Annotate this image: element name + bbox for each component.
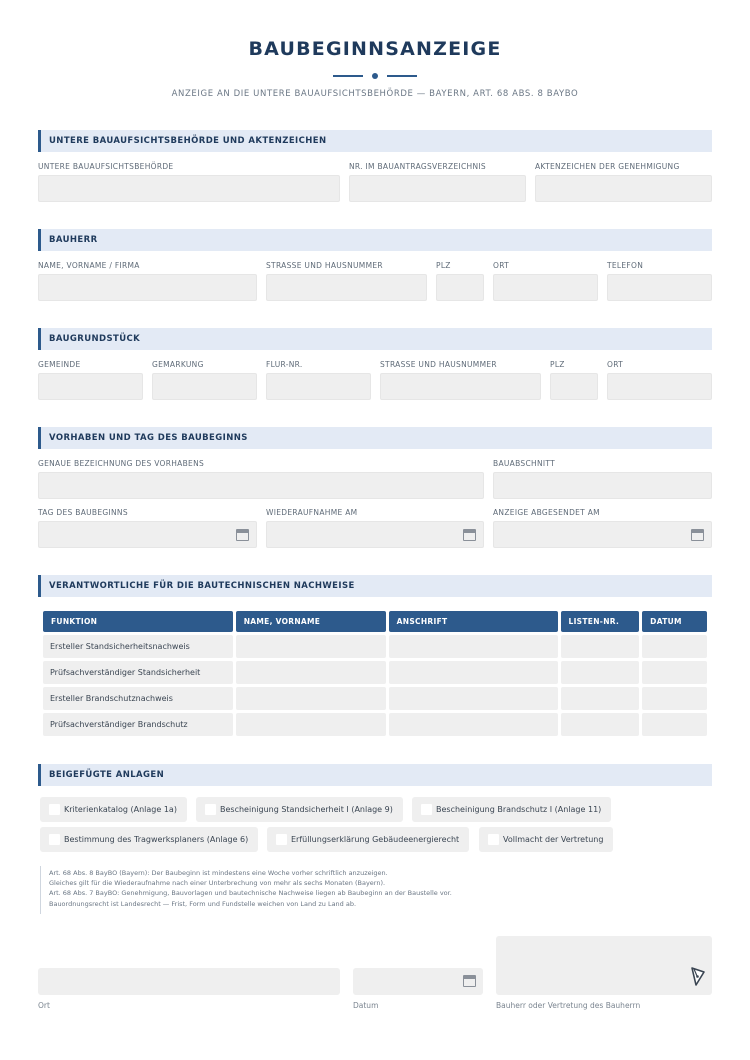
- note-divider: [40, 866, 41, 914]
- anlage-checkbox-standsicherheit[interactable]: [196, 797, 403, 822]
- row-funktion: Ersteller Standsicherheitsnachweis: [43, 635, 233, 658]
- checkbox-label: Bescheinigung Standsicherheit I (Anlage 9): [220, 805, 393, 814]
- aktenzeichen-field[interactable]: [535, 175, 712, 202]
- cell-datum[interactable]: [642, 635, 707, 658]
- calendar-icon[interactable]: [691, 529, 704, 541]
- cell-anschrift[interactable]: [389, 661, 558, 684]
- checkbox-label: Vollmacht der Vertretung: [503, 835, 604, 844]
- anlage-checkbox-tragwerksplaner[interactable]: [40, 827, 258, 852]
- label-grundstueck-plz: PLZ: [550, 360, 565, 369]
- cell-listennr[interactable]: [561, 661, 640, 684]
- grundstueck-plz-field[interactable]: [550, 373, 598, 400]
- cell-datum[interactable]: [642, 687, 707, 710]
- label-grundstueck-strasse: STRASSE UND HAUSNUMMER: [380, 360, 497, 369]
- legal-note: Art. 68 Abs. 7 BayBO: Genehmigung, Bauvorlagen und bautechnische Nachweise liegen ab Baubeginn an der Baustelle vor.: [49, 889, 452, 898]
- column-header-funktion: FUNKTION: [43, 611, 233, 632]
- table-row: [43, 635, 707, 658]
- row-funktion: Prüfsachverständiger Brandschutz: [43, 713, 233, 736]
- document-subtitle: ANZEIGE AN DIE UNTERE BAUAUFSICHTSBEHÖRDE — BAYERN, ART. 68 ABS. 8 BAYBO: [171, 89, 579, 99]
- gemarkung-field[interactable]: [152, 373, 257, 400]
- label-bauherr-name: NAME, VORNAME / FIRMA: [38, 261, 140, 270]
- table-header-row: [43, 611, 707, 632]
- legal-note: Bauordnungsrecht ist Landesrecht — Frist, Form und Fundstelle weichen von Land zu Land ab.: [49, 899, 357, 908]
- calendar-icon[interactable]: [463, 975, 476, 987]
- label-flurnr: FLUR-NR.: [266, 360, 303, 369]
- grundstueck-ort-field[interactable]: [607, 373, 712, 400]
- row-funktion: Prüfsachverständiger Standsicherheit: [43, 661, 233, 684]
- cell-anschrift[interactable]: [389, 713, 558, 736]
- checkbox-box[interactable]: [488, 834, 499, 845]
- ort-label: Ort: [38, 1001, 50, 1010]
- label-bauabschnitt: BAUABSCHNITT: [493, 459, 555, 468]
- bauherr-strasse-field[interactable]: [266, 274, 427, 301]
- label-grundstueck-ort: ORT: [607, 360, 624, 369]
- bauherr-ort-field[interactable]: [493, 274, 598, 301]
- abgesendet-date-field[interactable]: [493, 521, 712, 548]
- anlage-checkbox-gebaeudeenergie[interactable]: [267, 827, 469, 852]
- bauabschnitt-field[interactable]: [493, 472, 712, 499]
- vorhaben-field[interactable]: [38, 472, 484, 499]
- legal-notes: [49, 868, 689, 909]
- label-bauherr-strasse: STRASSE UND HAUSNUMMER: [266, 261, 383, 270]
- section-header-verantwortliche: VERANTWORTLICHE FÜR DIE BAUTECHNISCHEN NACHWEISE: [38, 575, 712, 597]
- cell-datum[interactable]: [642, 661, 707, 684]
- section-header-grundstueck: BAUGRUNDSTÜCK: [38, 328, 712, 350]
- cell-name[interactable]: [236, 661, 386, 684]
- cell-listennr[interactable]: [561, 687, 640, 710]
- section-header-anlagen: BEIGEFÜGTE ANLAGEN: [38, 764, 712, 786]
- grundstueck-strasse-field[interactable]: [380, 373, 541, 400]
- calendar-icon[interactable]: [463, 529, 476, 541]
- column-header-name: NAME, VORNAME: [236, 611, 386, 632]
- label-abgesendet: ANZEIGE ABGESENDET AM: [493, 508, 600, 517]
- label-gemeinde: GEMEINDE: [38, 360, 81, 369]
- cell-listennr[interactable]: [561, 713, 640, 736]
- calendar-icon[interactable]: [236, 529, 249, 541]
- verantwortliche-table: [40, 608, 710, 739]
- checkbox-label: Bestimmung des Tragwerksplaners (Anlage 6): [64, 835, 249, 844]
- anlage-checkbox-brandschutz[interactable]: [412, 797, 611, 822]
- checkbox-box[interactable]: [276, 834, 287, 845]
- title-ornament: [333, 73, 417, 79]
- bauherr-plz-field[interactable]: [436, 274, 484, 301]
- row-funktion: Ersteller Brandschutznachweis: [43, 687, 233, 710]
- checkbox-label: Erfüllungserklärung Gebäudeenergierecht: [291, 835, 460, 844]
- cell-listennr[interactable]: [561, 635, 640, 658]
- label-wiederaufnahme: WIEDERAUFNAHME AM: [266, 508, 358, 517]
- table-row: [43, 687, 707, 710]
- label-vorhaben: GENAUE BEZEICHNUNG DES VORHABENS: [38, 459, 205, 468]
- label-bauantragsnr: NR. IM BAUANTRAGSVERZEICHNIS: [349, 162, 486, 171]
- signature-label: Bauherr oder Vertretung des Bauherrn: [496, 1001, 641, 1010]
- label-behoerde: UNTERE BAUAUFSICHTSBEHÖRDE: [38, 162, 174, 171]
- column-header-anschrift: ANSCHRIFT: [389, 611, 558, 632]
- baubeginn-date-field[interactable]: [38, 521, 257, 548]
- datum-label: Datum: [353, 1001, 379, 1010]
- anlage-checkbox-vollmacht[interactable]: [479, 827, 613, 852]
- cell-datum[interactable]: [642, 713, 707, 736]
- bauherr-name-field[interactable]: [38, 274, 257, 301]
- datum-field[interactable]: [353, 968, 483, 995]
- label-bauherr-plz: PLZ: [436, 261, 451, 270]
- legal-note: Gleiches gilt für die Wiederaufnahme nach einer Unterbrechung von mehr als sechs Monaten (Bayern).: [49, 879, 386, 888]
- flurnr-field[interactable]: [266, 373, 371, 400]
- section-header-behoerde: UNTERE BAUAUFSICHTSBEHÖRDE UND AKTENZEICHEN: [38, 130, 712, 152]
- cell-name[interactable]: [236, 635, 386, 658]
- label-aktenzeichen: AKTENZEICHEN DER GENEHMIGUNG: [535, 162, 680, 171]
- ort-field[interactable]: [38, 968, 340, 995]
- pen-nib-icon: [690, 967, 706, 987]
- gemeinde-field[interactable]: [38, 373, 143, 400]
- bauherr-telefon-field[interactable]: [607, 274, 712, 301]
- label-bauherr-telefon: TELEFON: [607, 261, 644, 270]
- document-title: BAUBEGINNSANZEIGE: [248, 38, 502, 60]
- cell-anschrift[interactable]: [389, 635, 558, 658]
- checkbox-box[interactable]: [421, 804, 432, 815]
- anlage-checkbox-kriterienkatalog[interactable]: [40, 797, 187, 822]
- behoerde-field[interactable]: [38, 175, 340, 202]
- label-bauherr-ort: ORT: [493, 261, 510, 270]
- table-row: [43, 661, 707, 684]
- label-baubeginn: TAG DES BAUBEGINNS: [38, 508, 128, 517]
- checkbox-label: Bescheinigung Brandschutz I (Anlage 11): [436, 805, 602, 814]
- cell-name[interactable]: [236, 687, 386, 710]
- legal-note: Art. 68 Abs. 8 BayBO (Bayern): Der Baubeginn ist mindestens eine Woche vorher schriftlich anzuzeigen.: [49, 869, 388, 877]
- section-header-bauherr: BAUHERR: [38, 229, 712, 251]
- checkbox-box[interactable]: [49, 804, 60, 815]
- cell-name[interactable]: [236, 713, 386, 736]
- cell-anschrift[interactable]: [389, 687, 558, 710]
- column-header-datum: DATUM: [642, 611, 707, 632]
- section-header-vorhaben: VORHABEN UND TAG DES BAUBEGINNS: [38, 427, 712, 449]
- bauantragsnr-field[interactable]: [349, 175, 526, 202]
- column-header-listennr: LISTEN-NR.: [561, 611, 640, 632]
- checkbox-label: Kriterienkatalog (Anlage 1a): [64, 805, 177, 814]
- label-gemarkung: GEMARKUNG: [152, 360, 204, 369]
- checkbox-box[interactable]: [205, 804, 216, 815]
- wiederaufnahme-date-field[interactable]: [266, 521, 484, 548]
- table-row: [43, 713, 707, 736]
- signature-field[interactable]: [496, 936, 712, 995]
- checkbox-box[interactable]: [49, 834, 60, 845]
